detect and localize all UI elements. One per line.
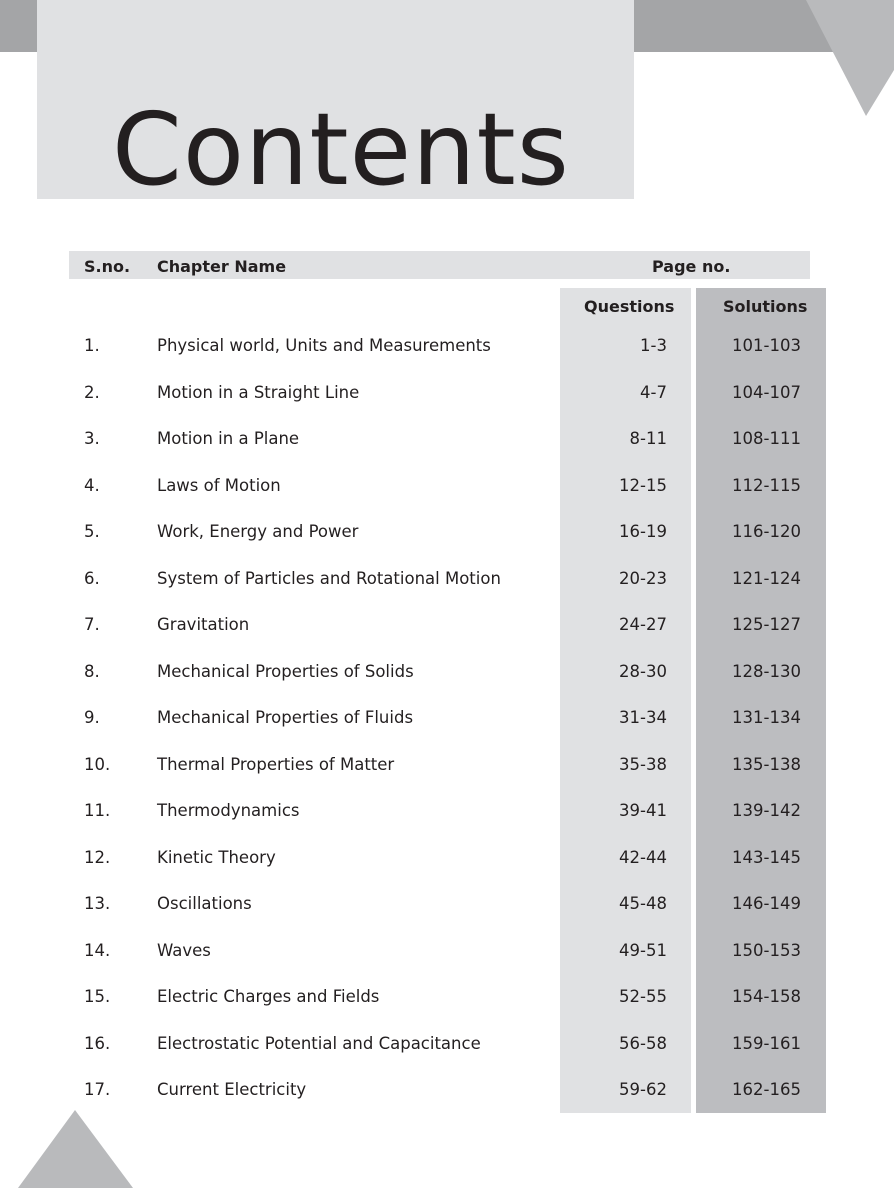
chapter-number: 10. [84,754,111,774]
questions-pages: 52-55 [619,987,667,1006]
questions-pages: 24-27 [619,615,667,634]
header-page-no: Page no. [652,257,731,276]
chapter-number: 7. [84,615,100,634]
chapter-name: Oscillations [157,894,252,913]
solutions-pages: 116-120 [732,522,801,541]
questions-pages: 49-51 [619,940,667,960]
questions-pages: 39-41 [619,801,667,820]
solutions-pages: 121-124 [732,568,801,588]
chapter-number: 17. [84,1080,111,1099]
chapter-name: Motion in a Plane [157,429,300,448]
chapter-number: 12. [84,847,111,867]
chapter-name: Laws of Motion [157,475,281,495]
questions-pages: 59-62 [619,1080,667,1099]
questions-pages: 42-44 [619,847,667,867]
questions-pages: 12-15 [619,475,667,495]
table-row [0,474,894,521]
chapter-name: Kinetic Theory [157,847,276,867]
chapter-name: Current Electricity [157,1080,307,1099]
chapter-name: Physical world, Units and Measurements [157,336,491,355]
chapter-name: Mechanical Properties of Solids [157,661,414,681]
solutions-pages: 128-130 [732,661,801,681]
solutions-pages: 125-127 [732,615,801,634]
subheader-solutions: Solutions [723,297,808,316]
solutions-pages: 154-158 [732,987,801,1006]
chapter-number: 15. [84,987,111,1006]
chapter-number: 3. [84,429,100,448]
solutions-pages: 162-165 [732,1080,801,1099]
solutions-pages: 104-107 [732,382,801,402]
chapter-number: 2. [84,382,100,402]
solutions-pages: 139-142 [732,801,801,820]
solutions-pages: 112-115 [732,475,801,495]
header-chapter-name: Chapter Name [157,257,287,276]
solutions-pages: 101-103 [732,336,801,355]
page-title: Contents [112,91,570,208]
table-row [0,846,894,893]
chapter-number: 1. [84,336,100,355]
chapter-number: 6. [84,568,100,588]
chapter-name: Work, Energy and Power [157,522,359,541]
chapter-name: System of Particles and Rotational Motion [157,568,501,588]
chapter-number: 4. [84,475,100,495]
questions-pages: 16-19 [619,522,667,541]
chapter-number: 11. [84,801,111,820]
chapter-number: 5. [84,522,100,541]
table-row [0,567,894,614]
questions-pages: 4-7 [640,382,667,402]
table-row [0,985,894,1032]
table-row [0,381,894,428]
header-sno: S.no. [84,257,131,276]
solutions-pages: 135-138 [732,754,801,774]
chapter-number: 8. [84,661,100,681]
chapter-number: 14. [84,940,111,960]
solutions-pages: 159-161 [732,1033,801,1053]
table-row [0,892,894,939]
chapter-name: Waves [157,940,211,960]
solutions-pages: 143-145 [732,847,801,867]
chapter-number: 9. [84,708,100,727]
solutions-pages: 150-153 [732,940,801,960]
table-row [0,1032,894,1079]
chapter-name: Mechanical Properties of Fluids [157,708,414,727]
questions-pages: 56-58 [619,1033,667,1053]
questions-pages: 1-3 [640,336,667,355]
questions-pages: 8-11 [629,429,667,448]
chapter-name: Gravitation [157,615,250,634]
table-row [0,660,894,707]
subheader-questions: Questions [584,297,675,316]
solutions-pages: 131-134 [732,708,801,727]
chapter-name: Electric Charges and Fields [157,987,380,1006]
table-row [0,799,894,846]
questions-pages: 28-30 [619,661,667,681]
chapter-number: 13. [84,894,111,913]
chapter-number: 16. [84,1033,111,1053]
questions-pages: 35-38 [619,754,667,774]
table-row [0,939,894,986]
contents-table [0,334,894,1125]
table-row [0,753,894,800]
chapter-name: Thermodynamics [157,801,300,820]
decor-triangle-bottom-left [0,1100,200,1188]
solutions-pages: 146-149 [732,894,801,913]
table-row [0,613,894,660]
questions-pages: 45-48 [619,894,667,913]
questions-pages: 20-23 [619,568,667,588]
table-row [0,706,894,753]
questions-pages: 31-34 [619,708,667,727]
table-row [0,427,894,474]
solutions-pages: 108-111 [732,429,801,448]
chapter-name: Thermal Properties of Matter [157,754,395,774]
chapter-name: Electrostatic Potential and Capacitance [157,1033,481,1053]
table-row [0,520,894,567]
table-row [0,334,894,381]
chapter-name: Motion in a Straight Line [157,382,360,402]
